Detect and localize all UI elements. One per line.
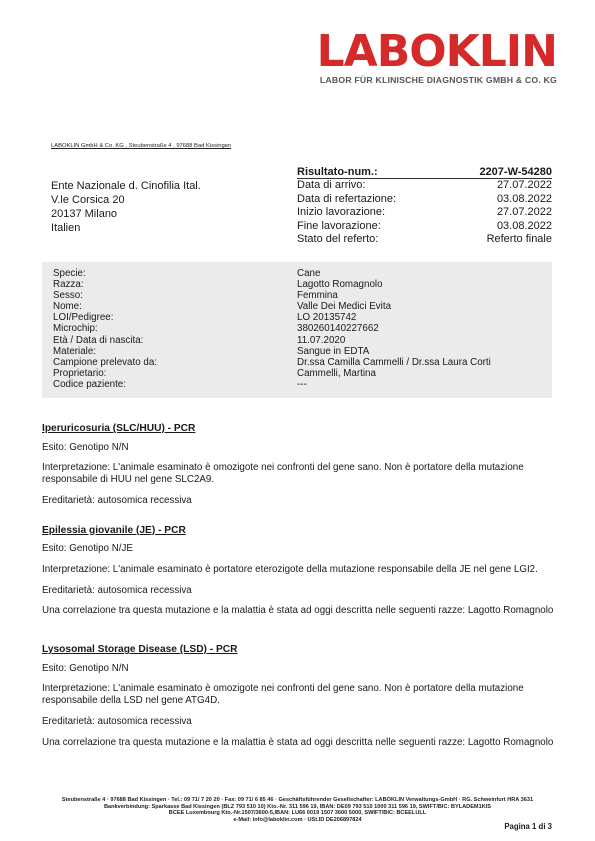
- animal-row: [53, 323, 563, 334]
- meta-value: 27.07.2022: [496, 179, 552, 191]
- laboklin-logo: [316, 26, 557, 85]
- test-title: Iperuricosuria (SLC/HUU) - PCR: [42, 423, 196, 434]
- animal-value: Femmina: [297, 290, 338, 302]
- animal-label: LOI/Pedigree:: [53, 312, 114, 324]
- meta-label: Data di refertazione:: [297, 192, 397, 205]
- test-results: [42, 423, 554, 766]
- test-section-je: [42, 525, 554, 618]
- animal-value: 380260140227662: [297, 323, 379, 335]
- footer-line: e-Mail: info@laboklin.com · USt.ID DE206897824: [233, 817, 362, 824]
- animal-value: Cammelli, Martina: [297, 367, 376, 379]
- animal-row: [53, 357, 563, 368]
- test-inheritance: Ereditarietà: autosomica recessiva: [42, 494, 192, 506]
- animal-value: Sangue in EDTA: [297, 345, 370, 357]
- animal-value: Dr.ssa Camilla Cammelli / Dr.ssa Laura Corti: [297, 356, 491, 368]
- result-meta-row: [297, 233, 552, 247]
- logo-subtitle: LABOR FÜR KLINISCHE DIAGNOSTIK GMBH & CO. KG: [319, 75, 557, 85]
- company-footer: [0, 797, 595, 824]
- animal-label: Specie:: [53, 268, 86, 279]
- footer-line: Steubenstraße 4 · 97688 Bad Kissingen · Tel.: 09 71/ 7 20 20 · Fax: 09 71/ 6 85 46 · Geschäftsführender Gesellschafter: LABOKLIN Verwaltungs-GmbH · RG. Schweinfurt HRA 3631: [61, 797, 534, 803]
- result-meta-row: [297, 193, 552, 207]
- footer-line: Bankverbindung: Sparkasse Bad Kissingen (BLZ 793 510 10) Kto.-Nr. 311 596 19, IBAN: DE09 793 510 1000 311 596 19, SWIFT/BIC: BYLADEM1KIS: [103, 803, 492, 810]
- animal-value: Cane: [297, 268, 321, 279]
- animal-row: [53, 368, 563, 379]
- animal-row: [53, 312, 563, 323]
- footer-line: BCEE Luxembourg Kto.-Nr.1507/3600-5,IBAN: LU66 0019 1507 3600 5000, SWIFT/BIC: BCEELULL: [168, 810, 427, 817]
- test-section-lsd: [42, 644, 554, 748]
- animal-label: Materiale:: [53, 345, 97, 357]
- result-meta-row: [297, 206, 552, 220]
- animal-info-box: [42, 262, 552, 398]
- animal-value: 11.07.2020: [297, 334, 346, 346]
- test-interpretation: Interpretazione: L'animale esaminato è omozigote nei confronti del gene sano. Non è portatore della mutazione responsabile della LSD nel gene ATG4D.: [42, 683, 524, 707]
- sender-address-line: LABOKLIN GmbH & Co. KG , Steubenstraße 4 , 97688 Bad Kissingen: [51, 143, 232, 149]
- meta-label: Stato del referto:: [297, 233, 379, 245]
- animal-label: Microchip:: [53, 323, 98, 335]
- recipient-line: Italien: [51, 222, 81, 234]
- animal-label: Campione prelevato da:: [53, 356, 158, 368]
- meta-label: Inizio lavorazione:: [297, 206, 386, 218]
- result-number-value: 2207-W-54280: [479, 166, 552, 178]
- animal-row: [53, 301, 563, 312]
- test-result: Esito: Genotipo N/N: [42, 441, 129, 453]
- animal-value: ---: [297, 378, 307, 390]
- animal-row: [53, 279, 563, 290]
- meta-label: Fine lavorazione:: [297, 219, 381, 232]
- result-meta-row: [297, 220, 552, 234]
- recipient-line: 20137 Milano: [51, 208, 118, 220]
- result-number-label: Risultato-num.:: [297, 166, 378, 178]
- test-correlation: Una correlazione tra questa mutazione e la malattia è stata ad oggi descritta nelle seguenti razze: Lagotto Romagnolo: [42, 605, 554, 617]
- animal-label: Sesso:: [53, 290, 83, 302]
- animal-label: Proprietario:: [53, 367, 107, 379]
- meta-label: Data di arrivo:: [297, 179, 366, 191]
- animal-row: [53, 268, 563, 279]
- animal-row: [53, 379, 563, 390]
- animal-value: LO 20135742: [297, 312, 357, 324]
- logo-wordmark: LABOKLIN: [316, 26, 557, 77]
- animal-value: Valle Dei Medici Evita: [297, 301, 392, 313]
- meta-value: 03.08.2022: [496, 219, 552, 232]
- result-number-header: [297, 166, 552, 179]
- test-title: Epilessia giovanile (JE) - PCR: [42, 524, 186, 536]
- animal-row: [53, 335, 563, 346]
- recipient-address: [51, 179, 201, 235]
- page-number: Pagina 1 di 3: [504, 822, 552, 831]
- meta-value: Referto finale: [486, 233, 552, 245]
- test-section-huu: [42, 423, 554, 507]
- recipient-line: Ente Nazionale d. Cinofilia Ital.: [51, 180, 201, 192]
- test-inheritance: Ereditarietà: autosomica recessiva: [42, 715, 192, 727]
- animal-row: [53, 290, 563, 301]
- test-correlation: Una correlazione tra questa mutazione e la malattia è stata ad oggi descritta nelle seguenti razze: Lagotto Romagnolo: [42, 736, 554, 748]
- animal-label: Età / Data di nascita:: [53, 334, 144, 346]
- test-interpretation: Interpretazione: L'animale esaminato è omozigote nei confronti del gene sano. Non è portatore della mutazione responsabile di HUU nel gene SLC2A9.: [42, 462, 524, 486]
- animal-label: Razza:: [53, 279, 84, 291]
- test-inheritance: Ereditarietà: autosomica recessiva: [42, 584, 192, 596]
- test-result: Esito: Genotipo N/N: [42, 662, 129, 674]
- animal-value: Lagotto Romagnolo: [297, 279, 383, 291]
- test-interpretation: Interpretazione: L'animale esaminato è portatore eterozigote della mutazione responsabile della JE nel gene LGI2.: [42, 563, 538, 575]
- meta-value: 03.08.2022: [496, 192, 552, 205]
- test-result: Esito: Genotipo N/JE: [42, 543, 133, 555]
- animal-row: [53, 346, 563, 357]
- result-meta-row: [297, 179, 552, 193]
- animal-label: Codice paziente:: [53, 378, 126, 390]
- test-title: Lysosomal Storage Disease (LSD) - PCR: [42, 644, 238, 656]
- result-meta-table: [297, 179, 552, 247]
- meta-value: 27.07.2022: [496, 206, 552, 218]
- animal-label: Nome:: [53, 301, 82, 313]
- recipient-line: V.le Corsica 20: [51, 194, 125, 206]
